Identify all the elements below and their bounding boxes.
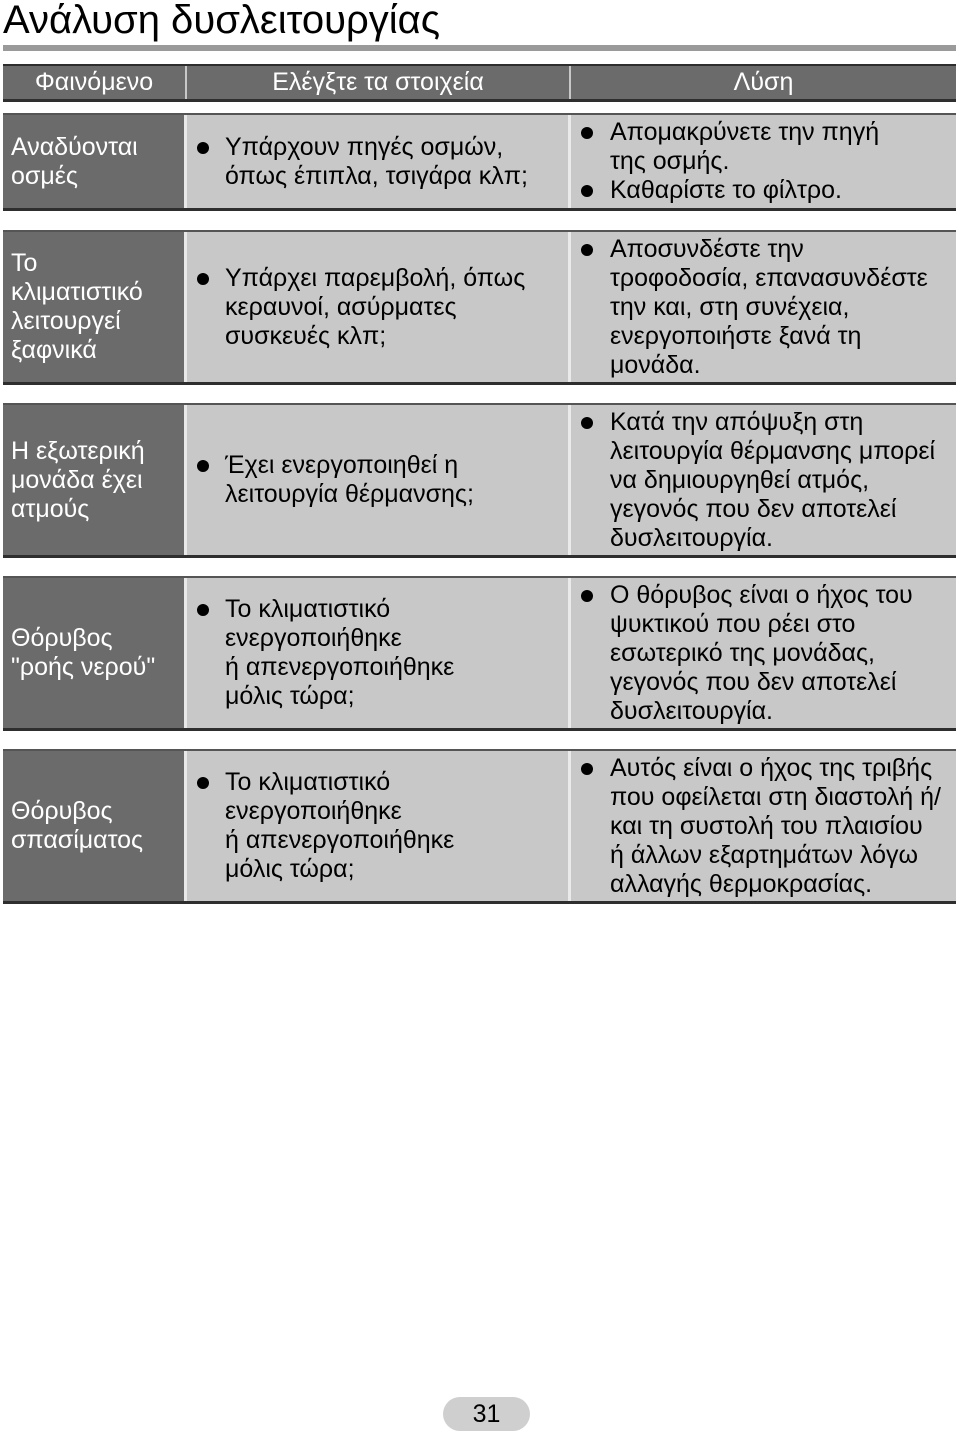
check-item [187, 133, 528, 191]
phenomenon-text: Το κλιματιστικό λειτουργεί ξαφνικά [11, 249, 143, 364]
bullet-icon [197, 604, 209, 616]
check-text: Υπάρχει παρεμβολή, όπως κεραυνοί, ασύρματες συσκευές κλπ; [225, 263, 526, 350]
header-solution: Λύση [733, 68, 794, 96]
check-item [187, 595, 454, 711]
table-row [3, 230, 956, 385]
solution-text: Καθαρίστε το φίλτρο. [610, 176, 842, 204]
check-cell [187, 405, 571, 555]
check-text: Έχει ενεργοποιηθεί η λειτουργία θέρμανσης; [225, 451, 474, 508]
check-cell [187, 232, 571, 382]
phenomenon-cell [3, 232, 187, 382]
phenomenon-text: Η εξωτερική μονάδα έχει ατμούς [11, 436, 145, 523]
check-item [187, 451, 474, 509]
page-number: 31 [443, 1397, 530, 1431]
check-cell [187, 578, 571, 728]
solution-cell [571, 751, 956, 901]
solution-item [571, 581, 956, 726]
phenomenon-text: Θόρυβος σπασίματος [11, 797, 144, 854]
check-cell [187, 115, 571, 208]
title-divider [3, 45, 956, 51]
check-text: Το κλιματιστικό ενεργοποιήθηκε ή απενεργοποιήθηκε μόλις τώρα; [225, 595, 455, 710]
bullet-icon [581, 244, 593, 256]
solution-cell [571, 405, 956, 555]
bullet-icon [197, 777, 209, 789]
phenomenon-cell [3, 751, 187, 901]
table-row [3, 576, 956, 731]
solution-cell [571, 578, 956, 728]
check-text: Το κλιματιστικό ενεργοποιήθηκε ή απενεργοποιήθηκε μόλις τώρα; [225, 768, 455, 883]
bullet-icon [581, 417, 593, 429]
solution-item [571, 118, 956, 176]
bullet-icon [581, 590, 593, 602]
check-cell [187, 751, 571, 901]
solution-item [571, 176, 956, 205]
header-phenomenon: Φαινόμενο [3, 66, 187, 99]
phenomenon-cell [3, 578, 187, 728]
bullet-icon [581, 127, 593, 139]
phenomenon-text: Θόρυβος "ροής νερού" [11, 624, 156, 681]
solution-text: Ο θόρυβος είναι ο ήχος του ψυκτικού που ρέει στο εσωτερικό της μονάδας, γεγονός που δεν αποτελεί δυσλειτουργία. [610, 581, 913, 725]
phenomenon-cell [3, 115, 187, 208]
bullet-icon [581, 763, 593, 775]
table-row [3, 403, 956, 558]
bullet-icon [197, 460, 209, 472]
solution-cell [571, 232, 956, 382]
solution-text: Κατά την απόψυξη στη λειτουργία θέρμανσης μπορεί να δημιουργηθεί ατμός, γεγονός που δεν αποτελεί δυσλειτουργία. [610, 408, 936, 552]
solution-cell [571, 115, 956, 208]
bullet-icon [581, 185, 593, 197]
bullet-icon [197, 142, 209, 154]
table-row [3, 113, 956, 211]
check-item [187, 264, 525, 351]
solution-item [571, 235, 956, 380]
solution-item [571, 754, 956, 899]
table-row [3, 749, 956, 904]
phenomenon-text: Αναδύονται οσμές [11, 132, 138, 190]
check-item [187, 768, 454, 884]
header-check: Ελέγξτε τα στοιχεία [187, 66, 571, 99]
solution-text: Αυτός είναι ο ήχος της τριβής που οφείλεται στη διαστολή ή/ και τη συστολή του πλαισίου ή άλλων εξαρτημάτων λόγω αλλαγής θερμοκρασίας. [610, 754, 942, 898]
solution-text: Απομακρύνετε την πηγή της οσμής. [610, 118, 880, 175]
phenomenon-cell [3, 405, 187, 555]
bullet-icon [197, 273, 209, 285]
solution-item [571, 408, 956, 553]
table-header [3, 64, 956, 102]
solution-text: Αποσυνδέστε την τροφοδοσία, επανασυνδέστε την και, στη συνέχεια, ενεργοποιήστε ξανά τη μονάδα. [610, 235, 928, 379]
check-text: Υπάρχουν πηγές οσμών, όπως έπιπλα, τσιγάρα κλπ; [225, 132, 528, 190]
page-title: Ανάλυση δυσλειτουργίας [3, 0, 440, 42]
